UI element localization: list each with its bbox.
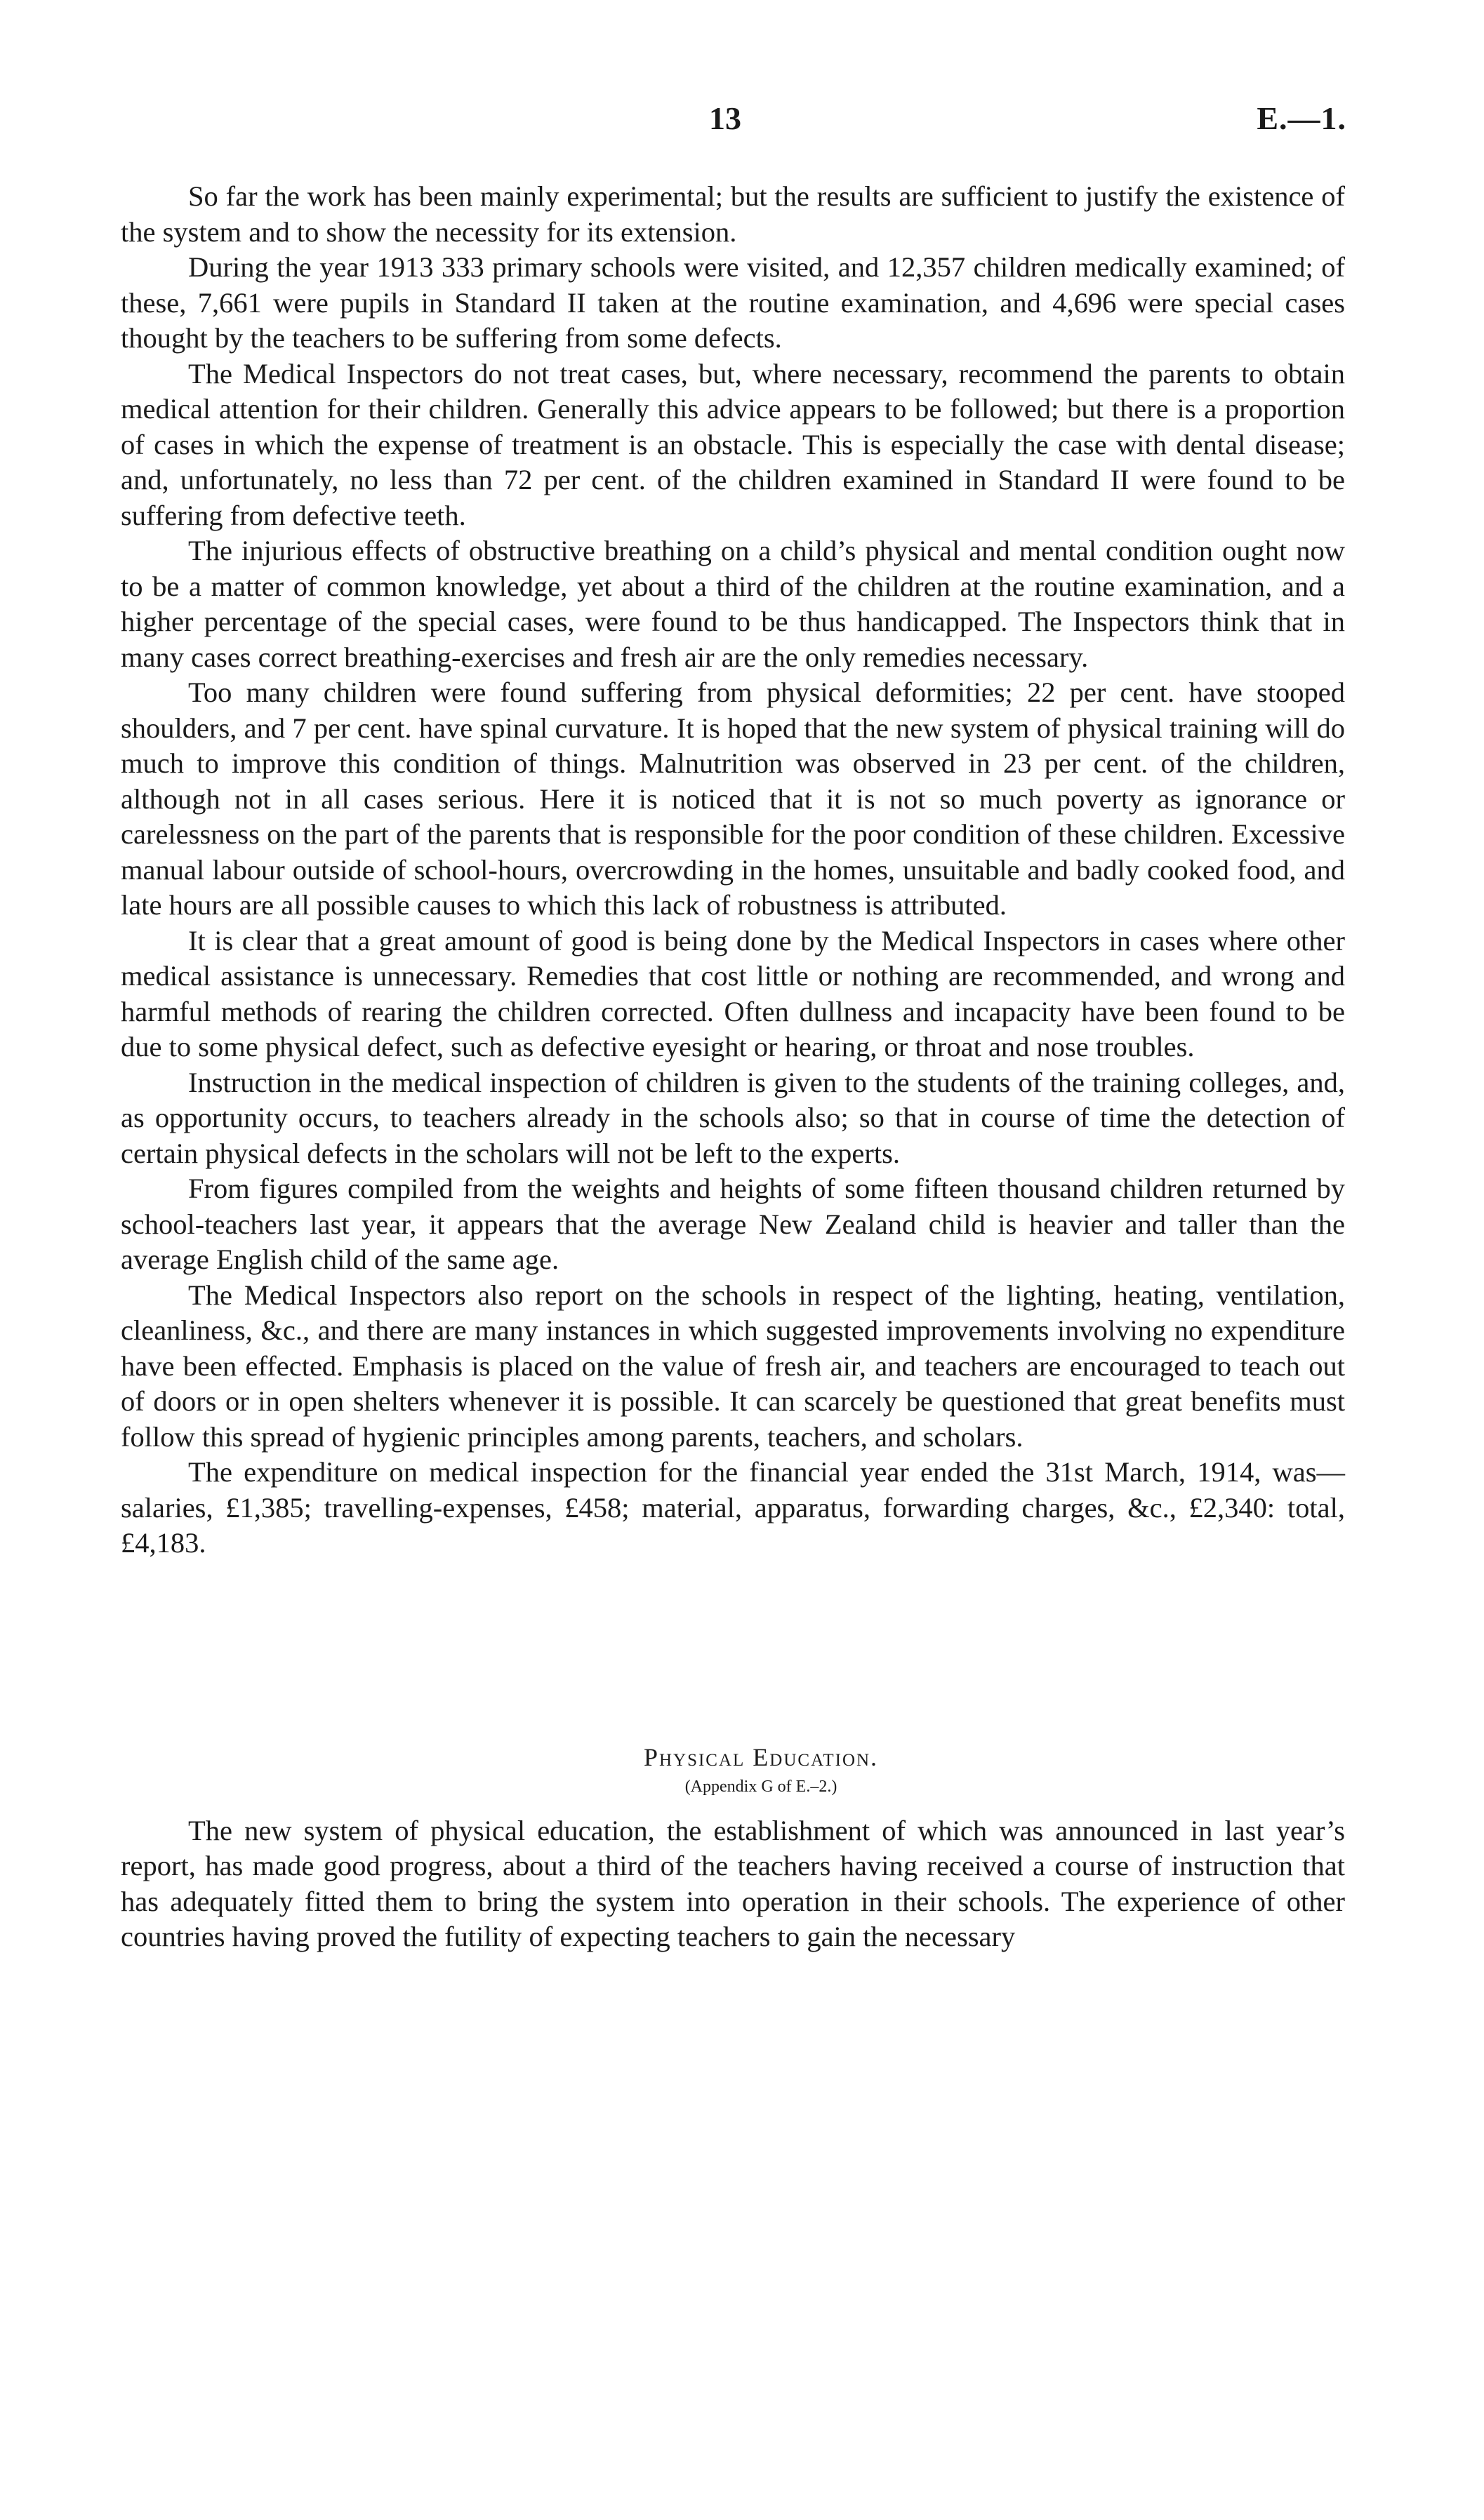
section-spacer [121,1561,1345,1742]
paragraph: During the year 1913 333 primary schools were visited, and 12,357 children medically examined; of these, 7,661 were pupils in Standard II taken at the routine examination, and 4,696 were special cases thought by the teachers to be suffering from some defects. [121,251,1345,354]
paragraph: The Medical Inspectors also report on the schools in respect of the lighting, heating, ventilation, cleanliness, &c., and there are many instances in which suggested improvements involving no expenditure have been effected. Emphasis is placed on the value of fresh air, and teachers are encouraged to teach out of doors or in open shelters whenever it is possible. It can scarcely be questioned that great benefits must follow this spread of hygienic principles among parents, teachers, and scholars. [121,1279,1345,1453]
paragraph: The injurious effects of obstructive breathing on a child’s physical and mental condition ought now to be a matter of common knowledge, yet about a third of the children at the routine examination, and a higher percentage of the special cases, were found to be thus handicapped. The Inspectors think that in many cases correct breathing-exercises and fresh air are the only remedies necessary. [121,535,1345,673]
section-heading: Physical Education. [643,1742,879,1771]
paragraph: The expenditure on medical inspection for the financial year ended the 31st March, 1914, was—salaries, £1,385; travelling-expenses, £458; material, apparatus, forwarding charges, &c., £2,340: total, £4,183. [121,1456,1345,1559]
paragraph: The Medical Inspectors do not treat cases, but, where necessary, recommend the parents to obtain medical attention for their children. Generally this advice appears to be followed; but there is a proportion of cases in which the expense of treatment is an obstacle. This is especially the case with dental disease; and, unfortunately, no less than 72 per cent. of the children examined in Standard II were found to be suffering from defective teeth. [121,357,1345,531]
page-number: 13 [709,100,741,136]
paragraph: Instruction in the medical inspection of children is given to the students of the training colleges, and, as opportunity occurs, to teachers already in the schools also; so that in course of time the detection of certain physical defects in the scholars will not be left to the experts. [121,1066,1345,1169]
paragraph: So far the work has been mainly experimental; but the results are sufficient to justify the existence of the system and to show the necessity for its extension. [121,180,1345,248]
body-text [121,179,1345,1955]
document-reference: E.—1. [1257,100,1346,136]
paragraph: From figures compiled from the weights and heights of some fifteen thousand children returned by school-teachers last year, it appears that the average New Zealand child is heavier and taller than the average English child of the same age. [121,1173,1345,1275]
paragraph: It is clear that a great amount of good is being done by the Medical Inspectors in cases where other medical assistance is unnecessary. Remedies that cost little or nothing are recommended, and wrong and harmful methods of rearing the children corrected. Often dullness and incapacity have been found to be due to some physical defect, such as defective eyesight or hearing, or throat and nose troubles. [121,924,1345,1062]
section-subheading: (Appendix G of E.–2.) [684,1777,837,1796]
paragraph: Too many children were found suffering from physical deformities; 22 per cent. have stooped shoulders, and 7 per cent. have spinal curvature. It is hoped that the new system of physical training will do much to improve this condition of things. Malnutrition was observed in 23 per cent. of the children, although not in all cases serious. Here it is noticed that it is not so much poverty as ignorance or carelessness on the part of the parents that is responsible for the poor condition of these children. Excessive manual labour outside of school-hours, overcrowding in the homes, unsuitable and badly cooked food, and late hours are all possible causes to which this lack of robustness is attributed. [121,676,1345,921]
paragraph: The new system of physical education, the establishment of which was announced in last year’s report, has made good progress, about a third of the teachers having received a course of instruction that has adequately fitted them to bring the system into operation in their schools. The experience of other countries having proved the futility of expecting teachers to gain the necessary [121,1814,1345,1952]
page-header [0,100,1484,149]
